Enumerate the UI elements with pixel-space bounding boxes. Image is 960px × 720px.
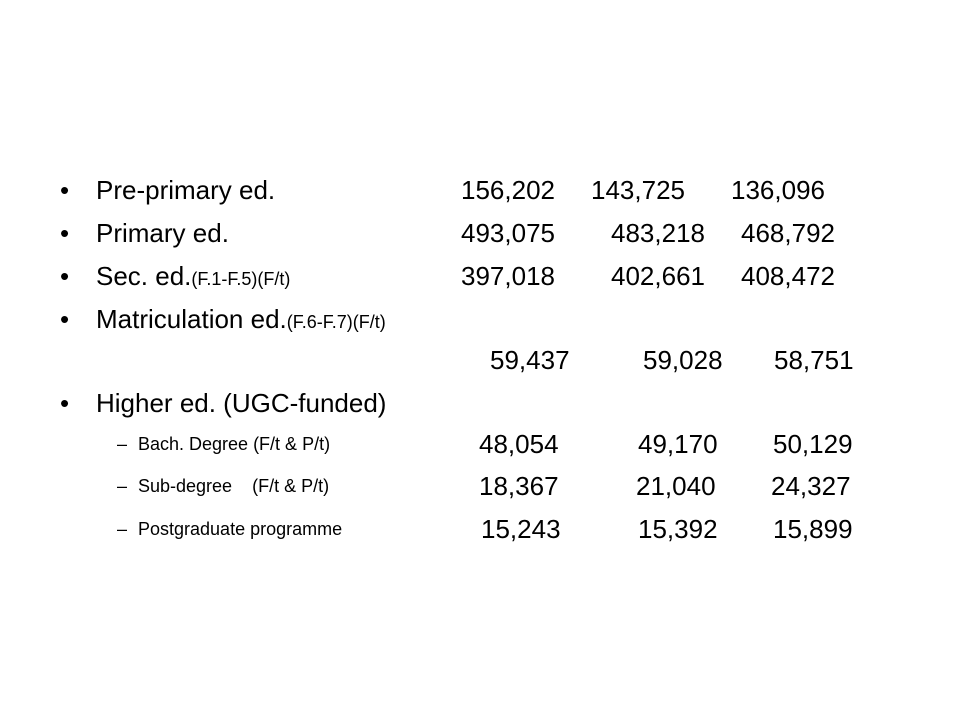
row-label: Higher ed. (UGC-funded)	[96, 388, 387, 418]
subrow-label: Bach. Degree (F/t & P/t)	[138, 434, 331, 454]
subrow-sub-degree	[0, 466, 960, 506]
value-2: 59,028	[643, 345, 723, 375]
value-3: 15,899	[773, 514, 853, 544]
value-1: 59,437	[490, 345, 570, 375]
row-pre-primary	[0, 170, 960, 210]
row-label-detail: (F.1-F.5)(F/t)	[191, 269, 291, 289]
bullet: •	[60, 304, 70, 334]
row-label: Pre-primary ed.	[96, 175, 276, 205]
sub-dash: –	[117, 434, 128, 454]
sub-dash: –	[117, 476, 128, 496]
row-label: Primary ed.	[96, 218, 229, 248]
value-1: 48,054	[479, 429, 559, 459]
subrow-label: Postgraduate programme	[138, 519, 343, 539]
value-1: 18,367	[479, 471, 559, 501]
subrow-label: Sub-degree (F/t & P/t)	[138, 476, 330, 496]
value-1: 397,018	[461, 261, 555, 291]
row-label-main: Matriculation ed.	[96, 304, 287, 334]
bullet: •	[60, 261, 70, 291]
value-2: 402,661	[611, 261, 705, 291]
value-2: 15,392	[638, 514, 718, 544]
value-3: 50,129	[773, 429, 853, 459]
value-3: 58,751	[774, 345, 854, 375]
value-3: 136,096	[731, 175, 825, 205]
row-matriculation-values	[0, 340, 960, 380]
row-secondary	[0, 256, 960, 296]
value-3: 408,472	[741, 261, 835, 291]
row-label	[96, 256, 290, 299]
row-primary	[0, 213, 960, 253]
value-3: 24,327	[771, 471, 851, 501]
value-1: 493,075	[461, 218, 555, 248]
subrow-bach-degree	[0, 424, 960, 464]
sub-dash: –	[117, 519, 128, 539]
value-2: 483,218	[611, 218, 705, 248]
row-label-main: Sec. ed.	[96, 261, 192, 291]
row-label	[96, 299, 386, 342]
value-2: 21,040	[636, 471, 716, 501]
value-1: 15,243	[481, 514, 561, 544]
row-label-detail: (F.6-F.7)(F/t)	[286, 312, 386, 332]
row-higher-ed	[0, 383, 960, 423]
value-2: 143,725	[591, 175, 685, 205]
value-2: 49,170	[638, 429, 718, 459]
bullet: •	[60, 218, 70, 248]
row-matriculation	[0, 299, 960, 339]
bullet: •	[60, 175, 70, 205]
bullet: •	[60, 388, 70, 418]
subrow-postgraduate	[0, 509, 960, 549]
value-3: 468,792	[741, 218, 835, 248]
value-1: 156,202	[461, 175, 555, 205]
